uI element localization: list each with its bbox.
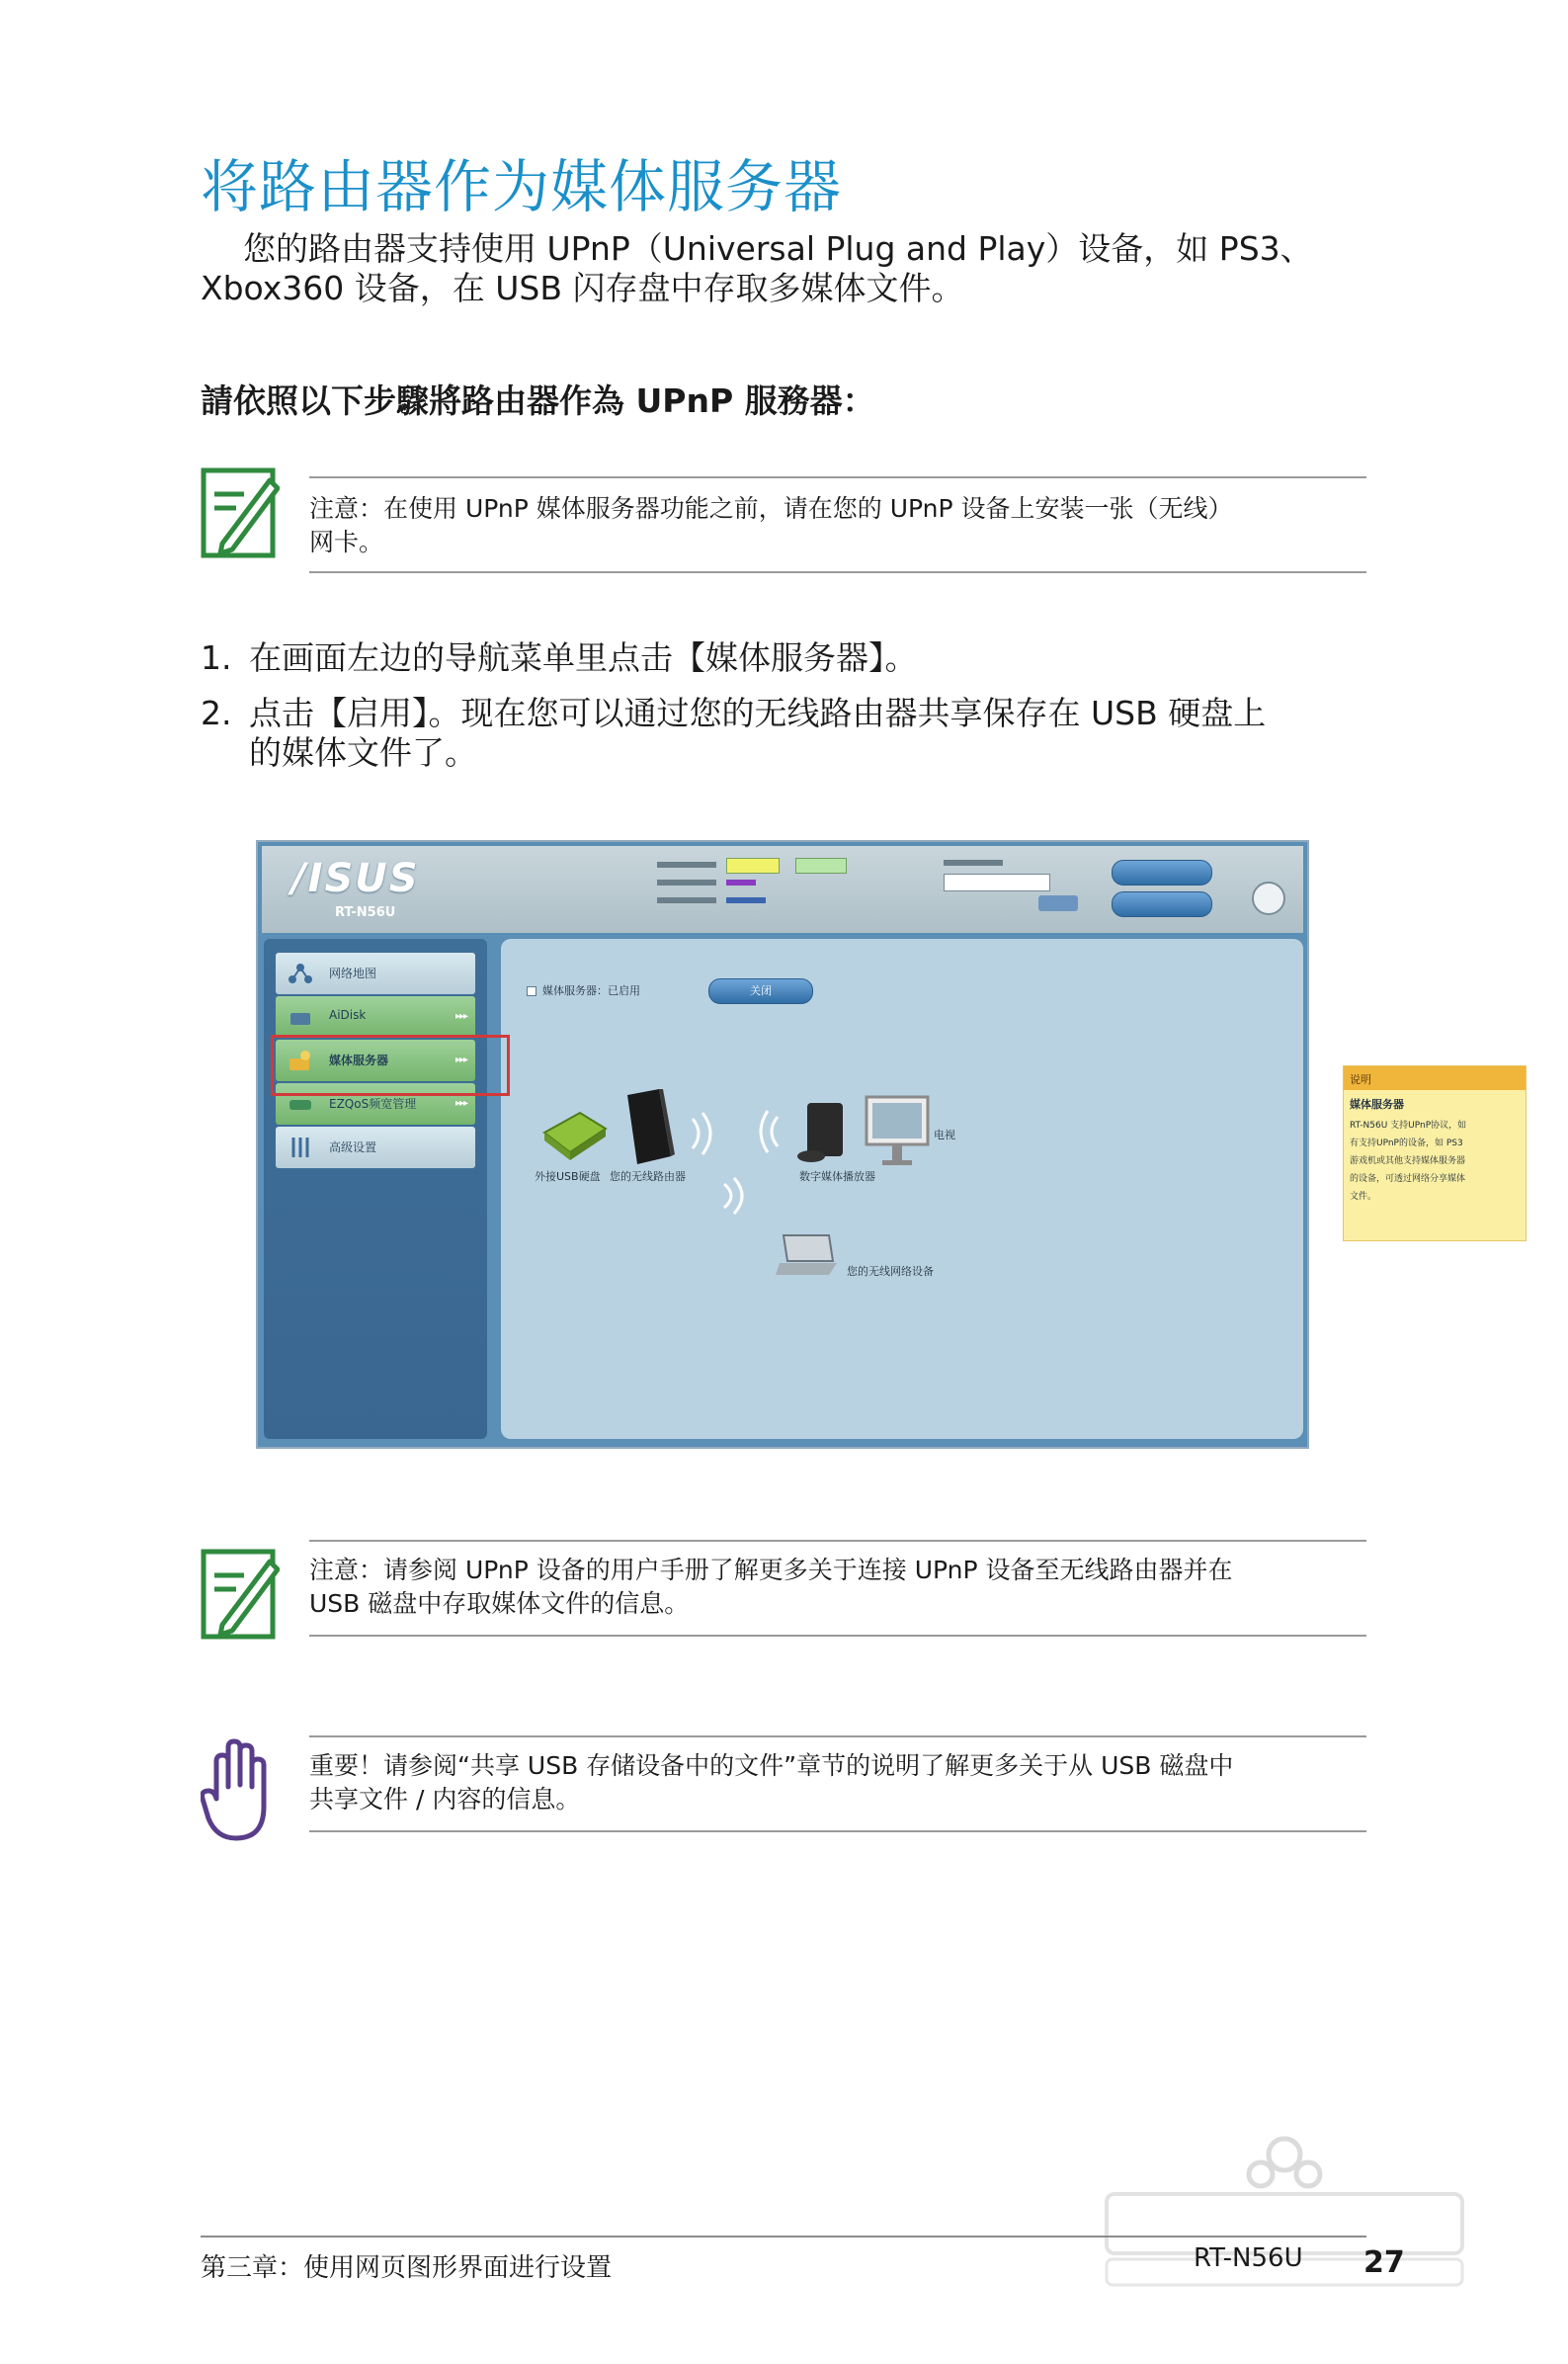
sidebar-item-label: 网络地图 bbox=[329, 967, 377, 980]
help-line-1: RT-N56U 支持UPnP协议，如 bbox=[1350, 1121, 1467, 1131]
note2-bottom-rule bbox=[309, 1635, 1366, 1637]
page-title: 将路由器作为媒体服务器 bbox=[201, 153, 843, 220]
game-console-icon bbox=[793, 1097, 853, 1170]
help-subtitle: 媒体服务器 bbox=[1350, 1098, 1404, 1111]
advanced-settings-icon bbox=[288, 1136, 313, 1159]
step-1-number: 1. bbox=[201, 638, 232, 677]
sidebar-item-advanced-settings[interactable] bbox=[276, 1127, 475, 1168]
sidebar-item-network-map[interactable] bbox=[276, 953, 475, 994]
step-2-text-line-1: 点击【启用】。现在您可以通过您的无线路由器共享保存在 USB 硬盘上 bbox=[249, 694, 1267, 732]
status-label-1 bbox=[657, 862, 716, 868]
main-panel bbox=[501, 939, 1467, 1439]
footer-chapter: 第三章：使用网页图形界面进行设置 bbox=[201, 2253, 613, 2283]
asus-logo: /ISUS bbox=[291, 856, 420, 901]
reboot-button[interactable] bbox=[1112, 891, 1212, 917]
logout-button[interactable] bbox=[1112, 860, 1212, 886]
status-badge-1[interactable] bbox=[726, 858, 780, 874]
router-label: 您的无线路由器 bbox=[610, 1170, 686, 1183]
note-pencil-icon bbox=[201, 1546, 280, 1645]
status-label-3 bbox=[657, 897, 716, 903]
mode-link[interactable] bbox=[726, 897, 766, 903]
important-line-1: 重要！请参阅“共享 USB 存储设备中的文件”章节的说明了解更多关于从 USB 磁盘中 bbox=[309, 1751, 1234, 1780]
model-name: RT-N56U bbox=[335, 905, 396, 920]
sidebar-item-aidisk[interactable] bbox=[276, 996, 475, 1038]
tv-icon bbox=[863, 1093, 938, 1176]
network-map-icon bbox=[288, 962, 313, 985]
screenshot-header bbox=[262, 846, 1303, 933]
media-player-label: 数字媒体播放器 bbox=[799, 1170, 875, 1183]
note1-line-1: 注意：在使用 UPnP 媒体服务器功能之前，请在您的 UPnP 设备上安装一张（无线） bbox=[309, 494, 1233, 523]
help-line-5: 文件。 bbox=[1350, 1192, 1377, 1202]
step-1-text: 在画面左边的导航菜单里点击【媒体服务器】。 bbox=[249, 638, 918, 677]
note2-line-2: USB 磁盘中存取媒体文件的信息。 bbox=[309, 1589, 690, 1618]
note1-bottom-rule bbox=[309, 571, 1366, 573]
important-line-2: 共享文件 / 内容的信息。 bbox=[309, 1785, 581, 1814]
help-line-2: 有支持UPnP的设备，如 PS3 bbox=[1350, 1139, 1463, 1148]
usb-disk-icon bbox=[540, 1109, 610, 1164]
sidebar-item-label: 媒体服务器 bbox=[329, 1054, 389, 1067]
wireless-signal-icon-2 bbox=[718, 1176, 758, 1220]
router-icon bbox=[619, 1087, 679, 1170]
media-server-highlight-box bbox=[271, 1035, 510, 1096]
sidebar-item-label: 高级设置 bbox=[329, 1140, 377, 1154]
media-server-status: 媒体服务器：已启用 bbox=[542, 984, 640, 997]
help-line-4: 的设备，可透过网络分享媒体 bbox=[1350, 1174, 1466, 1184]
footer-rule bbox=[201, 2236, 1366, 2237]
language-label bbox=[944, 860, 1003, 866]
note-pencil-icon bbox=[201, 464, 280, 563]
help-line-3: 游戏机或其他支持媒体服务器 bbox=[1350, 1156, 1466, 1166]
apply-language-button[interactable] bbox=[1038, 895, 1078, 911]
language-select[interactable] bbox=[944, 874, 1050, 891]
laptop-label: 您的无线网络设备 bbox=[847, 1265, 934, 1278]
sidebar-nav bbox=[264, 939, 487, 1439]
sidebar-item-label: AiDisk bbox=[329, 1008, 367, 1022]
important-top-rule bbox=[309, 1735, 1366, 1737]
wireless-signal-icon bbox=[685, 1109, 724, 1162]
help-panel bbox=[1343, 1065, 1527, 1241]
intro-line-2: Xbox360 设备，在 USB 闪存盘中存取多媒体文件。 bbox=[201, 269, 964, 307]
firmware-link[interactable] bbox=[726, 880, 756, 886]
status-badge-2[interactable] bbox=[795, 858, 847, 874]
sidebar-item-label: EZQoS频宽管理 bbox=[329, 1097, 417, 1111]
intro-line-1: 您的路由器支持使用 UPnP（Universal Plug and Play）设备，如 PS3、 bbox=[243, 229, 1313, 268]
footer-model: RT-N56U bbox=[1194, 2243, 1303, 2273]
status-label-2 bbox=[657, 880, 716, 886]
note1-top-rule bbox=[309, 476, 1366, 478]
wireless-signal-icon-3 bbox=[756, 1107, 785, 1160]
steps-heading: 請依照以下步驟將路由器作為 UPnP 服務器： bbox=[201, 381, 875, 420]
arrow-icon: ▸▸▸ bbox=[454, 1055, 467, 1065]
hand-stop-icon bbox=[201, 1735, 276, 1848]
bullet-icon bbox=[527, 986, 536, 996]
laptop-icon bbox=[774, 1231, 843, 1285]
usb-disk-label: 外接USB硬盘 bbox=[535, 1170, 601, 1183]
arrow-icon: ▸▸▸ bbox=[454, 1098, 467, 1109]
tv-label: 电视 bbox=[934, 1129, 955, 1141]
avatar-icon[interactable] bbox=[1252, 882, 1285, 915]
arrow-icon: ▸▸▸ bbox=[454, 1011, 467, 1022]
note1-line-2: 网卡。 bbox=[309, 528, 384, 556]
page-number: 27 bbox=[1363, 2245, 1405, 2280]
help-title: 说明 bbox=[1350, 1073, 1371, 1086]
note2-top-rule bbox=[309, 1540, 1366, 1542]
enable-button[interactable]: 关闭 bbox=[708, 978, 813, 1004]
router-ui-screenshot bbox=[256, 840, 1467, 1449]
note2-line-1: 注意：请参阅 UPnP 设备的用户手册了解更多关于连接 UPnP 设备至无线路由器并在 bbox=[309, 1556, 1233, 1584]
step-2-text-line-2: 的媒体文件了。 bbox=[249, 733, 477, 772]
help-panel-header bbox=[1344, 1066, 1526, 1090]
aidisk-icon bbox=[288, 1005, 313, 1029]
step-2-number: 2. bbox=[201, 694, 232, 732]
important-bottom-rule bbox=[309, 1830, 1366, 1832]
